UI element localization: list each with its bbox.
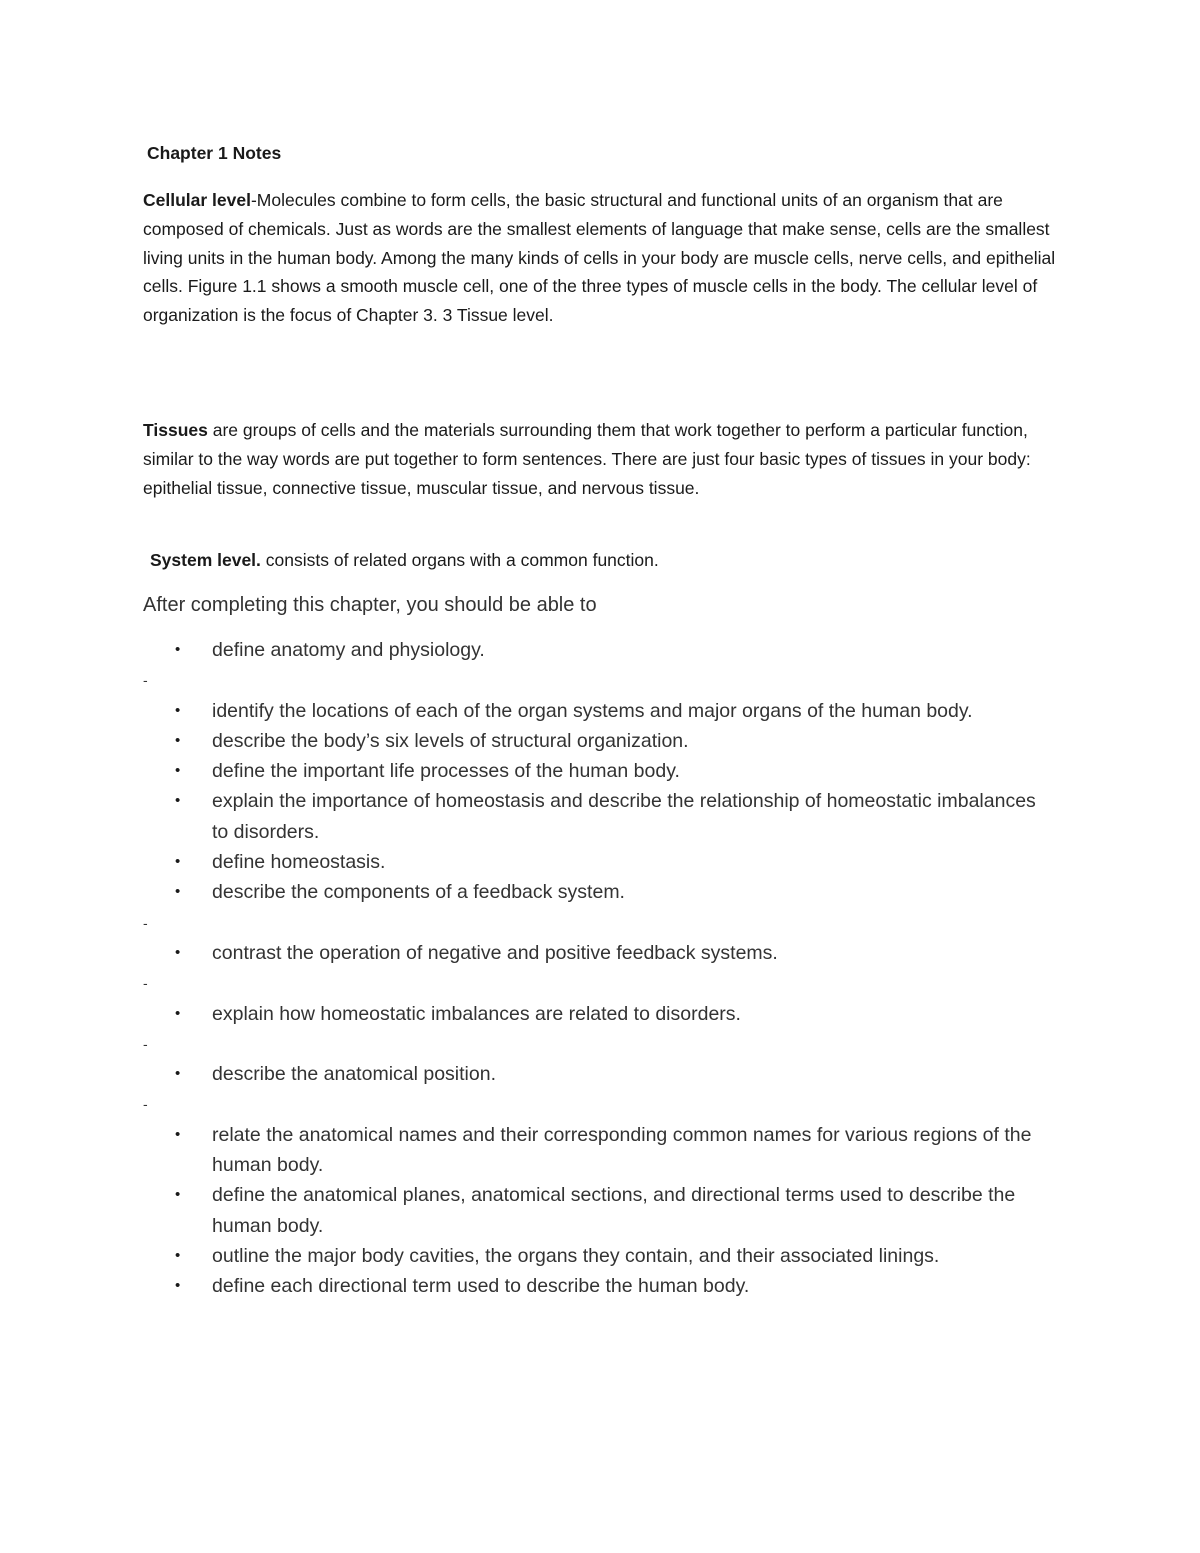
list-item [143,847,1043,877]
list-item [143,1271,1043,1301]
list-item-text: define homeostasis. [212,851,386,874]
bullet-icon: • [175,1277,181,1295]
list-item [143,726,1043,756]
page-title: Chapter 1 Notes [147,143,282,163]
bullet-icon: • [175,641,181,658]
list-separator: - [143,914,148,931]
bullet-icon: • [175,701,181,719]
list-item-text: define the important life processes of the human body. [212,760,680,783]
bullet-icon: • [175,1125,181,1143]
list-separator: - [143,672,148,689]
bullet-icon: • [175,883,181,901]
learning-outcomes-list [143,635,1043,1302]
system-level-text: consists of related organs with a common function. [260,550,659,570]
bullet-icon: • [175,762,181,780]
list-item [143,1241,1043,1271]
list-item [143,999,1043,1029]
list-item [143,877,1043,907]
list-item-text: describe the components of a feedback system. [212,881,625,904]
bullet-icon: • [175,1065,181,1083]
system-level-term: System level. [150,550,261,570]
list-item-text: explain the importance of homeostasis and describe the relationship of homeostatic imbalances to disorders. [212,790,1036,843]
list-item-text: define the anatomical planes, anatomical sections, and directional terms used to describe the human body. [212,1184,1016,1237]
outcomes-intro: After completing this chapter, you should be able to [143,594,597,616]
list-item [143,756,1043,786]
bullet-icon: • [175,792,181,810]
tissues-text: are groups of cells and the materials surrounding them that work together to perform a particular function, similar to the way words are put together to form sentences. There are just four basic types of tissues in your body: epithelial tissue, connective tissue, muscular tissue, and nervous tissue. [143,420,1031,498]
list-item-text: describe the anatomical position. [212,1063,496,1086]
list-item [143,635,1043,665]
cellular-level-term: Cellular level [143,190,251,210]
list-separator: - [143,1096,148,1113]
list-item-text: outline the major body cavities, the organs they contain, and their associated linings. [212,1244,940,1267]
tissues-paragraph [143,416,1063,502]
system-level-paragraph [150,546,1070,575]
list-item-text: identify the locations of each of the organ systems and major organs of the human body. [212,699,973,722]
list-item [143,696,1043,726]
bullet-icon: • [175,943,181,961]
list-separator: - [143,975,148,992]
bullet-icon: • [175,731,181,749]
list-item [143,786,1043,847]
bullet-icon: • [175,853,181,871]
tissues-term: Tissues [143,420,208,440]
list-item-text: relate the anatomical names and their corresponding common names for various regions of the human body. [212,1123,1032,1177]
bullet-icon: • [175,1246,181,1264]
list-item-text: define anatomy and physiology. [212,639,485,661]
list-separator: - [143,1035,148,1052]
list-item [143,1059,1043,1089]
list-item [143,1120,1043,1181]
bullet-icon: • [175,1186,181,1204]
list-item-text: describe the body’s six levels of structural organization. [212,729,689,752]
list-item [143,1180,1043,1241]
list-item [143,938,1043,968]
cellular-level-text: -Molecules combine to form cells, the basic structural and functional units of an organism that are composed of chemicals. Just as words are the smallest elements of language that make sense, cells are the smallest living units in the human body. Among the many kinds of cells in your body are muscle cells, nerve cells, and epithelial cells. Figure 1.1 shows a smooth muscle cell, one of the three types of muscle cells in the body. The cellular level of organization is the focus of Chapter 3. 3 Tissue level. [143,190,1056,326]
list-item-text: define each directional term used to describe the human body. [212,1275,750,1298]
bullet-icon: • [175,1004,181,1022]
list-item-text: explain how homeostatic imbalances are related to disorders. [212,1002,741,1025]
list-item-text: contrast the operation of negative and positive feedback systems. [212,941,778,964]
cellular-level-paragraph [143,186,1063,330]
